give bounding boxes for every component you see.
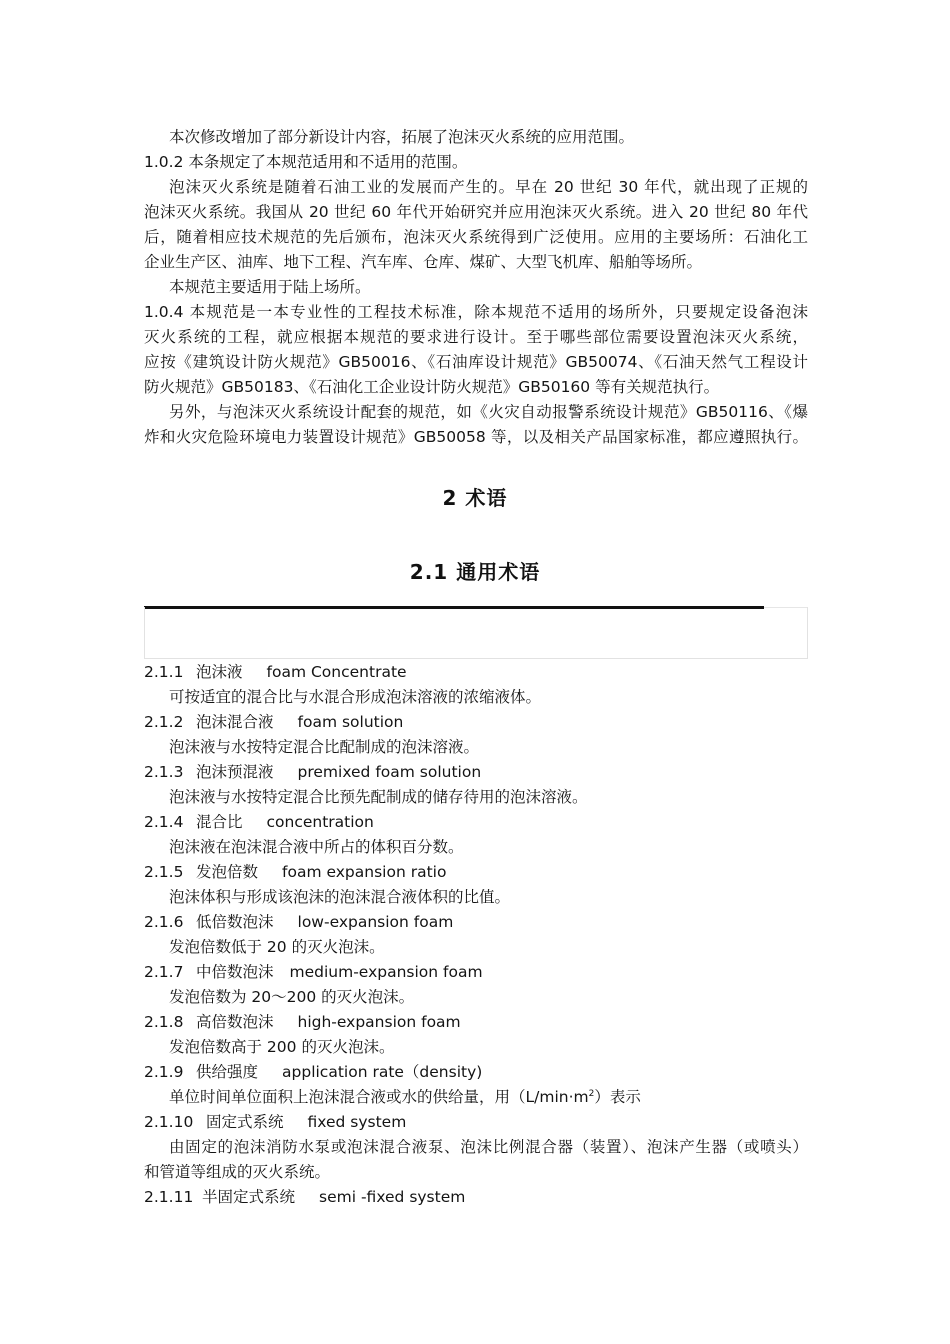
term-chinese: 低倍数泡沫 — [196, 913, 274, 931]
paragraph-line: 后，随着相应技术规范的先后颁布，泡沫灭火系统得到广泛使用。应用的主要场所：石油化工 — [144, 228, 808, 246]
term-number: 2.1.2 — [144, 713, 184, 731]
superscript: 2 — [588, 1088, 595, 1099]
term-number: 2.1.8 — [144, 1013, 184, 1031]
clause-1-0-4-line: 1.0.4 本规范是一本专业性的工程技术标准，除本规范不适用的场所外，只要规定设备泡沫 — [144, 303, 808, 321]
term-english: medium-expansion foam — [289, 963, 483, 981]
term-number: 2.1.6 — [144, 913, 184, 931]
term-number: 2.1.3 — [144, 763, 184, 781]
term-definition: 发泡倍数高于 200 的灭火泡沫。 — [169, 1038, 395, 1056]
term-chinese: 固定式系统 — [206, 1113, 284, 1131]
term-chinese: 发泡倍数 — [196, 863, 259, 881]
term-heading — [144, 1010, 461, 1035]
term-chinese: 供给强度 — [196, 1063, 259, 1081]
clause-1-0-2: 1.0.2 本条规定了本规范适用和不适用的范围。 — [144, 153, 468, 171]
term-definition — [169, 1085, 641, 1110]
term-definition: 泡沫体积与形成该泡沫的泡沫混合液体积的比值。 — [169, 888, 511, 906]
term-number: 2.1.1 — [144, 663, 184, 681]
paragraph-line: 应按《建筑设计防火规范》GB50016、《石油库设计规范》GB50074、《石油天然气工程设计 — [144, 353, 808, 371]
term-chinese: 半固定式系统 — [202, 1188, 296, 1206]
term-heading — [144, 660, 407, 685]
paragraph-line: 泡沫灭火系统是随着石油工业的发展而产生的。早在 20 世纪 30 年代，就出现了正规的 — [169, 178, 808, 196]
term-english: semi -fixed system — [319, 1188, 466, 1206]
term-definition-line: 和管道等组成的灭火系统。 — [144, 1163, 331, 1181]
term-heading — [144, 1060, 482, 1085]
term-definition: 可按适宜的混合比与水混合形成泡沫溶液的浓缩液体。 — [169, 688, 542, 706]
section-title: 2.1 通用术语 — [409, 560, 541, 584]
term-english: high-expansion foam — [297, 1013, 461, 1031]
term-definition: 发泡倍数为 20～200 的灭火泡沫。 — [169, 988, 415, 1006]
term-heading — [144, 1110, 406, 1135]
term-english: fixed system — [307, 1113, 407, 1131]
term-definition: 发泡倍数低于 20 的灭火泡沫。 — [169, 938, 385, 956]
term-heading — [144, 910, 453, 935]
term-chinese: 高倍数泡沫 — [196, 1013, 274, 1031]
term-heading — [144, 860, 446, 885]
term-heading — [144, 710, 403, 735]
term-definition: 泡沫液在泡沫混合液中所占的体积百分数。 — [169, 838, 464, 856]
paragraph: 本规范主要适用于陆上场所。 — [169, 278, 371, 296]
term-heading — [144, 960, 483, 985]
term-chinese: 泡沫液 — [196, 663, 243, 681]
term-english: foam solution — [297, 713, 404, 731]
term-chinese: 泡沫预混液 — [196, 763, 274, 781]
paragraph-line: 另外，与泡沫灭火系统设计配套的规范，如《火灾自动报警系统设计规范》GB50116、《爆 — [169, 403, 808, 421]
term-chinese: 混合比 — [196, 813, 243, 831]
term-english: foam expansion ratio — [282, 863, 447, 881]
term-english: premixed foam solution — [297, 763, 482, 781]
term-heading — [144, 810, 374, 835]
term-heading — [144, 760, 481, 785]
term-number: 2.1.9 — [144, 1063, 184, 1081]
term-definition-line: 由固定的泡沫消防水泵或泡沫混合液泵、泡沫比例混合器（装置）、泡沫产生器（或喷头） — [169, 1138, 808, 1156]
term-english: foam Concentrate — [266, 663, 407, 681]
term-english: concentration — [266, 813, 374, 831]
term-number: 2.1.10 — [144, 1113, 194, 1131]
term-chinese: 泡沫混合液 — [196, 713, 274, 731]
term-number: 2.1.4 — [144, 813, 184, 831]
paragraph-line: 企业生产区、油库、地下工程、汽车库、仓库、煤矿、大型飞机库、船舶等场所。 — [144, 253, 703, 271]
term-number: 2.1.11 — [144, 1188, 194, 1206]
chapter-title: 2 术语 — [442, 486, 508, 510]
paragraph-line: 炸和火灾危险环境电力装置设计规范》GB50058 等，以及相关产品国家标准，都应遵照执行。 — [144, 428, 808, 446]
term-definition: 泡沫液与水按特定混合比预先配制成的储存待用的泡沫溶液。 — [169, 788, 588, 806]
empty-box — [144, 607, 808, 659]
term-number: 2.1.7 — [144, 963, 184, 981]
paragraph: 本次修改增加了部分新设计内容，拓展了泡沫灭火系统的应用范围。 — [169, 128, 635, 146]
paragraph-line: 防火规范》GB50183、《石油化工企业设计防火规范》GB50160 等有关规范执行。 — [144, 378, 720, 396]
paragraph-line: 泡沫灭火系统。我国从 20 世纪 60 年代开始研究并应用泡沫灭火系统。进入 20 世纪 80 年代 — [144, 203, 808, 221]
term-definition: 泡沫液与水按特定混合比配制成的泡沫溶液。 — [169, 738, 480, 756]
term-english: application rate（density) — [282, 1063, 483, 1081]
paragraph-line: 灭火系统的工程，就应根据本规范的要求进行设计。至于哪些部位需要设置泡沫灭火系统， — [144, 328, 808, 346]
term-chinese: 中倍数泡沫 — [196, 963, 274, 981]
definition-text: ）表示 — [594, 1088, 641, 1106]
term-number: 2.1.5 — [144, 863, 184, 881]
term-english: low-expansion foam — [297, 913, 454, 931]
term-heading — [144, 1185, 465, 1210]
definition-text: 单位时间单位面积上泡沫混合液或水的供给量，用（L/min·m — [169, 1088, 589, 1106]
